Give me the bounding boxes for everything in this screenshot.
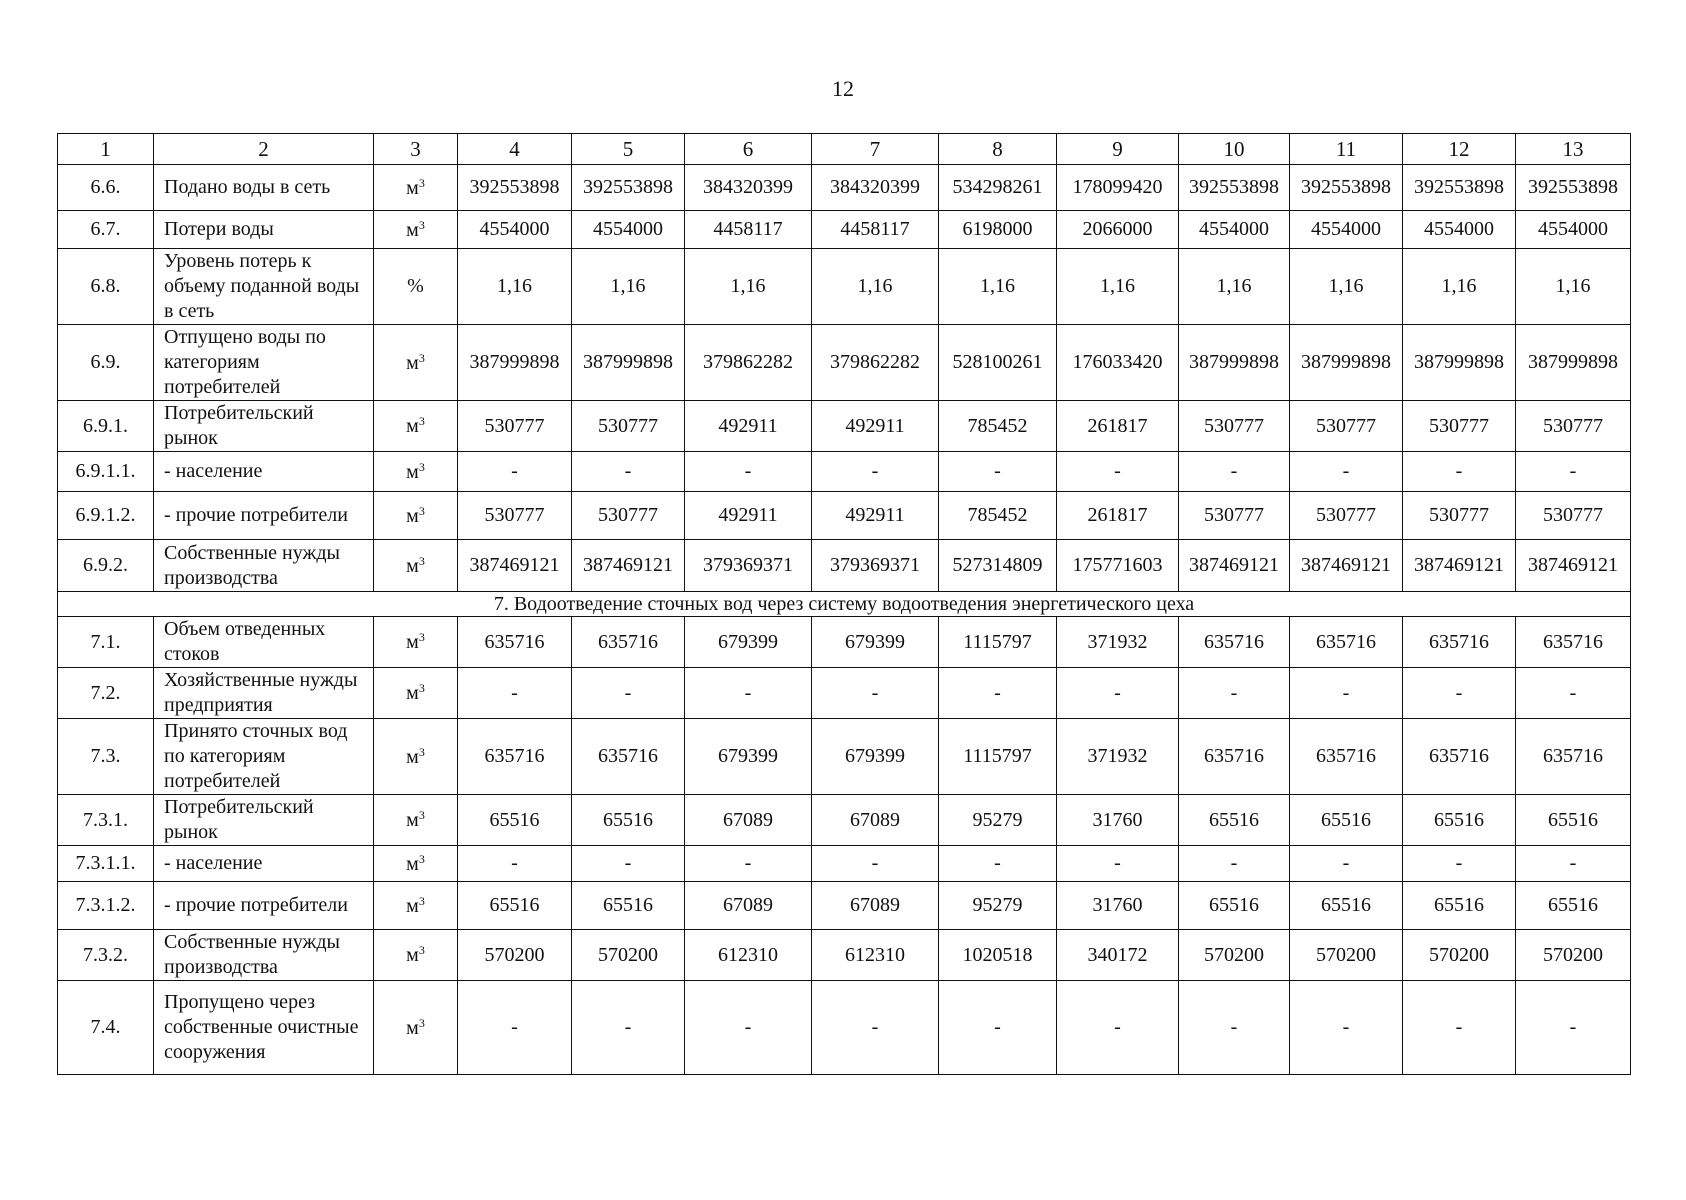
row-code: 6.9. bbox=[58, 325, 154, 401]
row-code: 7.3.1.2. bbox=[58, 882, 154, 930]
table-row bbox=[58, 540, 1631, 592]
value-cell: 65516 bbox=[1179, 882, 1290, 930]
value-cell: 530777 bbox=[1290, 492, 1403, 540]
value-cell: 635716 bbox=[572, 617, 685, 668]
value-cell: 95279 bbox=[939, 795, 1057, 846]
value-cell: 492911 bbox=[812, 492, 939, 540]
row-name: Отпущено воды по категориям потребителей bbox=[154, 325, 374, 401]
value-cell: 534298261 bbox=[939, 165, 1057, 211]
value-cell: - bbox=[1290, 846, 1403, 882]
value-cell: - bbox=[458, 668, 572, 719]
value-cell: 570200 bbox=[1403, 930, 1516, 981]
value-cell: - bbox=[812, 668, 939, 719]
value-cell: 527314809 bbox=[939, 540, 1057, 592]
value-cell: - bbox=[812, 452, 939, 492]
value-cell: - bbox=[1403, 846, 1516, 882]
value-cell: 1115797 bbox=[939, 719, 1057, 795]
value-cell: - bbox=[685, 981, 812, 1075]
value-cell: 392553898 bbox=[1516, 165, 1631, 211]
table-row bbox=[58, 325, 1631, 401]
row-code: 6.9.1.2. bbox=[58, 492, 154, 540]
value-cell: 65516 bbox=[1516, 882, 1631, 930]
value-cell: 530777 bbox=[572, 492, 685, 540]
value-cell: 65516 bbox=[1290, 882, 1403, 930]
value-cell: 570200 bbox=[1290, 930, 1403, 981]
value-cell: 635716 bbox=[458, 719, 572, 795]
value-cell: 379369371 bbox=[812, 540, 939, 592]
row-unit: $м^3$ bbox=[374, 492, 458, 540]
value-cell: 4458117 bbox=[812, 211, 939, 249]
row-code: 6.6. bbox=[58, 165, 154, 211]
value-cell: 387469121 bbox=[572, 540, 685, 592]
value-cell: 31760 bbox=[1057, 795, 1179, 846]
column-header: 8 bbox=[939, 134, 1057, 165]
table-row bbox=[58, 165, 1631, 211]
value-cell: 176033420 bbox=[1057, 325, 1179, 401]
data-table bbox=[57, 133, 1631, 1075]
row-code: 7.3.1.1. bbox=[58, 846, 154, 882]
row-name: Потребительский рынок bbox=[154, 401, 374, 452]
value-cell: 379862282 bbox=[812, 325, 939, 401]
value-cell: 679399 bbox=[812, 617, 939, 668]
value-cell: 612310 bbox=[685, 930, 812, 981]
row-name: Подано воды в сеть bbox=[154, 165, 374, 211]
value-cell: 67089 bbox=[812, 882, 939, 930]
value-cell: 4554000 bbox=[1516, 211, 1631, 249]
row-unit: $м^3$ bbox=[374, 668, 458, 719]
value-cell: 1,16 bbox=[572, 249, 685, 325]
column-header: 11 bbox=[1290, 134, 1403, 165]
value-cell: 65516 bbox=[1290, 795, 1403, 846]
row-unit: $м^3$ bbox=[374, 325, 458, 401]
value-cell: 570200 bbox=[572, 930, 685, 981]
value-cell: - bbox=[1290, 668, 1403, 719]
value-cell: 67089 bbox=[812, 795, 939, 846]
table-row bbox=[58, 617, 1631, 668]
value-cell: 492911 bbox=[685, 492, 812, 540]
value-cell: 4554000 bbox=[1179, 211, 1290, 249]
table-row bbox=[58, 401, 1631, 452]
value-cell: - bbox=[1516, 846, 1631, 882]
value-cell: 379369371 bbox=[685, 540, 812, 592]
table-row bbox=[58, 846, 1631, 882]
value-cell: - bbox=[1179, 846, 1290, 882]
value-cell: - bbox=[685, 668, 812, 719]
value-cell: - bbox=[1516, 668, 1631, 719]
column-header: 12 bbox=[1403, 134, 1516, 165]
value-cell: 65516 bbox=[572, 882, 685, 930]
value-cell: 1,16 bbox=[939, 249, 1057, 325]
row-unit: $м^3$ bbox=[374, 846, 458, 882]
value-cell: - bbox=[572, 668, 685, 719]
value-cell: 384320399 bbox=[685, 165, 812, 211]
value-cell: 387469121 bbox=[1290, 540, 1403, 592]
section-title: 7. Водоотведение сточных вод через систему водоотведения энергетического цеха bbox=[58, 592, 1631, 617]
value-cell: 371932 bbox=[1057, 617, 1179, 668]
value-cell: - bbox=[458, 452, 572, 492]
value-cell: 635716 bbox=[1403, 719, 1516, 795]
row-name: Собственные нужды производства bbox=[154, 540, 374, 592]
table-row bbox=[58, 882, 1631, 930]
value-cell: 530777 bbox=[1179, 401, 1290, 452]
value-cell: 384320399 bbox=[812, 165, 939, 211]
header-row bbox=[58, 134, 1631, 165]
value-cell: 1,16 bbox=[1179, 249, 1290, 325]
row-name: - население bbox=[154, 846, 374, 882]
row-name: Принято сточных вод по категориям потребителей bbox=[154, 719, 374, 795]
row-name: Объем отведенных стоков bbox=[154, 617, 374, 668]
row-unit: $м^3$ bbox=[374, 795, 458, 846]
row-unit: $м^3$ bbox=[374, 882, 458, 930]
table-row bbox=[58, 668, 1631, 719]
row-code: 7.3.2. bbox=[58, 930, 154, 981]
row-unit: $м^3$ bbox=[374, 401, 458, 452]
value-cell: - bbox=[812, 846, 939, 882]
column-header: 9 bbox=[1057, 134, 1179, 165]
value-cell: 1115797 bbox=[939, 617, 1057, 668]
table-row bbox=[58, 981, 1631, 1075]
value-cell: 340172 bbox=[1057, 930, 1179, 981]
value-cell: - bbox=[572, 981, 685, 1075]
value-cell: 570200 bbox=[1516, 930, 1631, 981]
value-cell: - bbox=[939, 668, 1057, 719]
value-cell: 392553898 bbox=[1179, 165, 1290, 211]
section-row bbox=[58, 592, 1631, 617]
value-cell: - bbox=[1057, 981, 1179, 1075]
value-cell: 4458117 bbox=[685, 211, 812, 249]
value-cell: 530777 bbox=[1290, 401, 1403, 452]
value-cell: - bbox=[1516, 981, 1631, 1075]
value-cell: 1,16 bbox=[1516, 249, 1631, 325]
value-cell: - bbox=[1403, 981, 1516, 1075]
value-cell: - bbox=[1179, 452, 1290, 492]
column-header: 4 bbox=[458, 134, 572, 165]
row-code: 7.2. bbox=[58, 668, 154, 719]
value-cell: 387469121 bbox=[1403, 540, 1516, 592]
value-cell: 530777 bbox=[1516, 492, 1631, 540]
value-cell: 371932 bbox=[1057, 719, 1179, 795]
row-name: Хозяйственные нужды предприятия bbox=[154, 668, 374, 719]
value-cell: 530777 bbox=[1403, 492, 1516, 540]
value-cell: 67089 bbox=[685, 882, 812, 930]
table-row bbox=[58, 452, 1631, 492]
value-cell: - bbox=[1057, 668, 1179, 719]
value-cell: 679399 bbox=[812, 719, 939, 795]
row-name: - население bbox=[154, 452, 374, 492]
value-cell: 570200 bbox=[1179, 930, 1290, 981]
value-cell: 95279 bbox=[939, 882, 1057, 930]
value-cell: 492911 bbox=[812, 401, 939, 452]
value-cell: 65516 bbox=[1179, 795, 1290, 846]
value-cell: 612310 bbox=[812, 930, 939, 981]
row-code: 6.9.1.1. bbox=[58, 452, 154, 492]
table-row bbox=[58, 719, 1631, 795]
column-header: 6 bbox=[685, 134, 812, 165]
value-cell: - bbox=[1403, 452, 1516, 492]
value-cell: 1020518 bbox=[939, 930, 1057, 981]
value-cell: 528100261 bbox=[939, 325, 1057, 401]
value-cell: 65516 bbox=[458, 795, 572, 846]
value-cell: 387999898 bbox=[572, 325, 685, 401]
value-cell: - bbox=[939, 452, 1057, 492]
row-name: - прочие потребители bbox=[154, 882, 374, 930]
value-cell: 1,16 bbox=[458, 249, 572, 325]
value-cell: - bbox=[572, 846, 685, 882]
row-code: 6.9.1. bbox=[58, 401, 154, 452]
value-cell: 65516 bbox=[1403, 882, 1516, 930]
row-unit: $м^3$ bbox=[374, 211, 458, 249]
value-cell: 65516 bbox=[1516, 795, 1631, 846]
value-cell: 530777 bbox=[572, 401, 685, 452]
value-cell: - bbox=[812, 981, 939, 1075]
row-name: Собственные нужды производства bbox=[154, 930, 374, 981]
value-cell: 635716 bbox=[1516, 719, 1631, 795]
column-header: 3 bbox=[374, 134, 458, 165]
value-cell: - bbox=[1057, 452, 1179, 492]
value-cell: 635716 bbox=[1179, 617, 1290, 668]
row-unit: % bbox=[374, 249, 458, 325]
table-row bbox=[58, 930, 1631, 981]
column-header: 5 bbox=[572, 134, 685, 165]
row-code: 7.4. bbox=[58, 981, 154, 1075]
value-cell: 530777 bbox=[1403, 401, 1516, 452]
row-code: 7.3. bbox=[58, 719, 154, 795]
value-cell: 387999898 bbox=[1179, 325, 1290, 401]
value-cell: 4554000 bbox=[1403, 211, 1516, 249]
value-cell: - bbox=[1290, 452, 1403, 492]
value-cell: - bbox=[1057, 846, 1179, 882]
value-cell: 4554000 bbox=[458, 211, 572, 249]
value-cell: 178099420 bbox=[1057, 165, 1179, 211]
value-cell: 530777 bbox=[458, 492, 572, 540]
value-cell: 387999898 bbox=[1403, 325, 1516, 401]
row-name: - прочие потребители bbox=[154, 492, 374, 540]
value-cell: 785452 bbox=[939, 401, 1057, 452]
value-cell: - bbox=[1403, 668, 1516, 719]
column-header: 7 bbox=[812, 134, 939, 165]
value-cell: 635716 bbox=[1290, 617, 1403, 668]
value-cell: 635716 bbox=[458, 617, 572, 668]
value-cell: - bbox=[939, 846, 1057, 882]
value-cell: 175771603 bbox=[1057, 540, 1179, 592]
value-cell: 31760 bbox=[1057, 882, 1179, 930]
value-cell: 387999898 bbox=[458, 325, 572, 401]
value-cell: 570200 bbox=[458, 930, 572, 981]
value-cell: 1,16 bbox=[812, 249, 939, 325]
row-unit: $м^3$ bbox=[374, 452, 458, 492]
row-name: Потребительский рынок bbox=[154, 795, 374, 846]
value-cell: - bbox=[685, 452, 812, 492]
row-code: 7.3.1. bbox=[58, 795, 154, 846]
table-row bbox=[58, 249, 1631, 325]
row-code: 6.7. bbox=[58, 211, 154, 249]
value-cell: 392553898 bbox=[458, 165, 572, 211]
value-cell: 679399 bbox=[685, 719, 812, 795]
value-cell: 65516 bbox=[458, 882, 572, 930]
value-cell: 1,16 bbox=[1290, 249, 1403, 325]
value-cell: - bbox=[939, 981, 1057, 1075]
column-header: 10 bbox=[1179, 134, 1290, 165]
value-cell: 65516 bbox=[1403, 795, 1516, 846]
value-cell: - bbox=[1179, 668, 1290, 719]
value-cell: 635716 bbox=[1403, 617, 1516, 668]
value-cell: 530777 bbox=[1516, 401, 1631, 452]
value-cell: 392553898 bbox=[1403, 165, 1516, 211]
row-code: 6.8. bbox=[58, 249, 154, 325]
page-number: 12 bbox=[832, 76, 854, 101]
row-code: 7.1. bbox=[58, 617, 154, 668]
table-row bbox=[58, 492, 1631, 540]
value-cell: 387999898 bbox=[1516, 325, 1631, 401]
value-cell: - bbox=[1179, 981, 1290, 1075]
row-unit: $м^3$ bbox=[374, 165, 458, 211]
value-cell: - bbox=[458, 846, 572, 882]
row-name: Уровень потерь к объему поданной воды в сеть bbox=[154, 249, 374, 325]
value-cell: 635716 bbox=[572, 719, 685, 795]
row-unit: $м^3$ bbox=[374, 719, 458, 795]
value-cell: 392553898 bbox=[572, 165, 685, 211]
column-header: 2 bbox=[154, 134, 374, 165]
value-cell: 4554000 bbox=[1290, 211, 1403, 249]
column-header: 13 bbox=[1516, 134, 1631, 165]
value-cell: 1,16 bbox=[1057, 249, 1179, 325]
value-cell: 387469121 bbox=[458, 540, 572, 592]
row-unit: $м^3$ bbox=[374, 617, 458, 668]
value-cell: - bbox=[685, 846, 812, 882]
value-cell: 635716 bbox=[1179, 719, 1290, 795]
row-name: Потери воды bbox=[154, 211, 374, 249]
value-cell: 1,16 bbox=[685, 249, 812, 325]
value-cell: - bbox=[1290, 981, 1403, 1075]
value-cell: - bbox=[572, 452, 685, 492]
value-cell: 261817 bbox=[1057, 492, 1179, 540]
value-cell: 492911 bbox=[685, 401, 812, 452]
value-cell: 261817 bbox=[1057, 401, 1179, 452]
value-cell: 67089 bbox=[685, 795, 812, 846]
value-cell: 65516 bbox=[572, 795, 685, 846]
value-cell: 635716 bbox=[1516, 617, 1631, 668]
row-unit: $м^3$ bbox=[374, 981, 458, 1075]
value-cell: 379862282 bbox=[685, 325, 812, 401]
value-cell: 635716 bbox=[1290, 719, 1403, 795]
column-header: 1 bbox=[58, 134, 154, 165]
value-cell: 392553898 bbox=[1290, 165, 1403, 211]
value-cell: 387469121 bbox=[1516, 540, 1631, 592]
table-row bbox=[58, 795, 1631, 846]
value-cell: 530777 bbox=[1179, 492, 1290, 540]
value-cell: 4554000 bbox=[572, 211, 685, 249]
row-name: Пропущено через собственные очистные сооружения bbox=[154, 981, 374, 1075]
row-unit: $м^3$ bbox=[374, 930, 458, 981]
value-cell: - bbox=[1516, 452, 1631, 492]
value-cell: - bbox=[458, 981, 572, 1075]
value-cell: 6198000 bbox=[939, 211, 1057, 249]
value-cell: 387999898 bbox=[1290, 325, 1403, 401]
row-unit: $м^3$ bbox=[374, 540, 458, 592]
value-cell: 530777 bbox=[458, 401, 572, 452]
value-cell: 785452 bbox=[939, 492, 1057, 540]
value-cell: 2066000 bbox=[1057, 211, 1179, 249]
row-code: 6.9.2. bbox=[58, 540, 154, 592]
value-cell: 1,16 bbox=[1403, 249, 1516, 325]
value-cell: 387469121 bbox=[1179, 540, 1290, 592]
table-row bbox=[58, 211, 1631, 249]
value-cell: 679399 bbox=[685, 617, 812, 668]
